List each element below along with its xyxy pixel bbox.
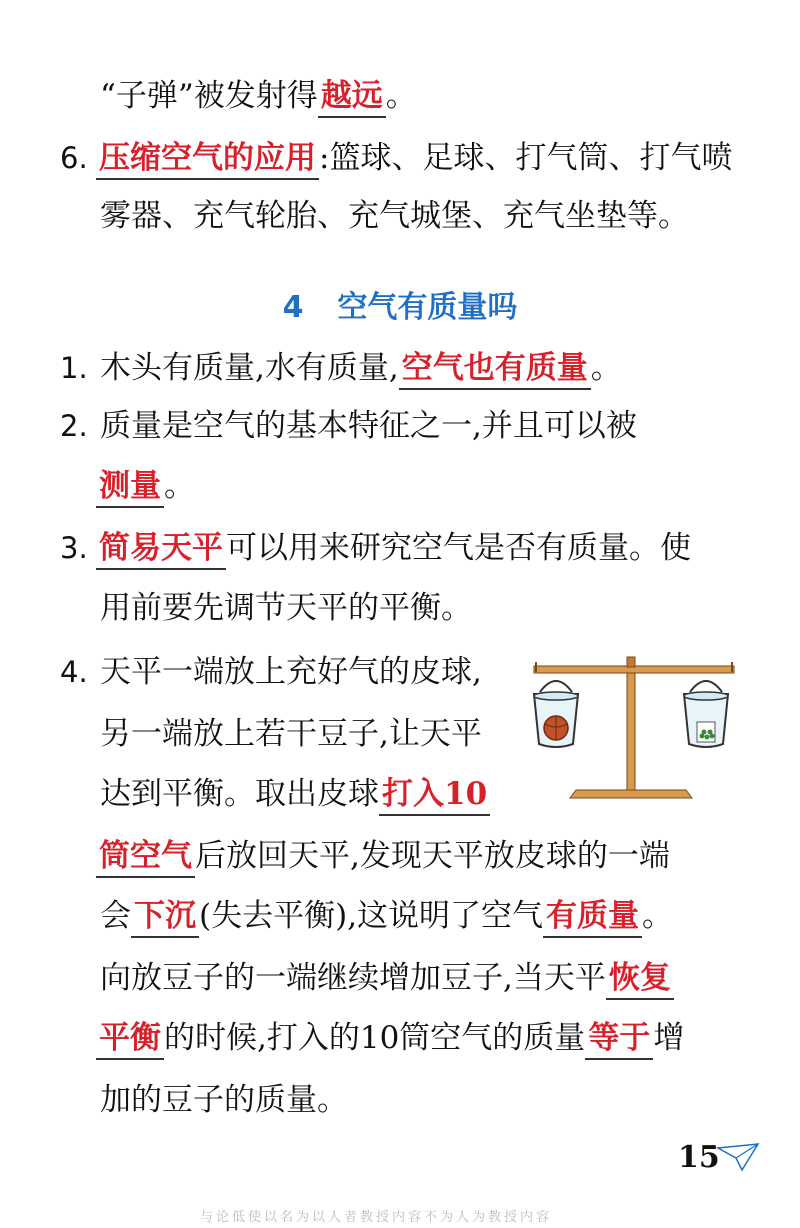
- item-number: 3.: [60, 531, 88, 565]
- text-line: 达到平衡。取出皮球打入10: [100, 774, 490, 816]
- text-line: 筒空气后放回天平,发现天平放皮球的一端: [96, 836, 670, 878]
- section-heading: [0, 282, 800, 326]
- text-line: 质量是空气的基本特征之一,并且可以被: [100, 408, 637, 444]
- answer-text: 平衡: [96, 1018, 164, 1060]
- text-line: 天平一端放上充好气的皮球,: [100, 654, 482, 690]
- right-bucket-rim: [684, 692, 728, 700]
- scale-base: [570, 790, 692, 798]
- text-line: 测量。: [96, 466, 195, 508]
- scale-post: [627, 673, 635, 791]
- text-line: 压缩空气的应用:篮球、足球、打气筒、打气喷: [96, 138, 732, 180]
- left-bucket-handle: [540, 681, 572, 692]
- text-line: 平衡的时候,打入的10筒空气的质量等于增: [96, 1018, 684, 1060]
- answer-text: 筒空气: [96, 836, 195, 878]
- paper-plane-icon: [716, 1142, 760, 1172]
- text-line: 向放豆子的一端继续增加豆子,当天平恢复: [100, 958, 674, 1000]
- text-line: 雾器、充气轮胎、充气城堡、充气坐垫等。: [100, 198, 689, 234]
- item-number: 6.: [60, 141, 88, 175]
- answer-text: 越远: [318, 76, 386, 118]
- footer-watermark-text: 与论低使以名为以人者教授内容不为人为教授内容: [200, 1210, 553, 1225]
- answer-text: 下沉: [131, 896, 199, 938]
- right-bucket-handle: [690, 681, 722, 692]
- answer-text: 打入10: [379, 774, 490, 816]
- scale-center-knob: [627, 657, 635, 667]
- text-line: 另一端放上若干豆子,让天平: [100, 716, 482, 752]
- answer-text: 等于: [585, 1018, 653, 1060]
- item-number: 1.: [60, 351, 88, 385]
- balance-scale-illustration: [528, 652, 740, 804]
- section-number: 4: [282, 290, 304, 325]
- page-number: 15: [678, 1140, 720, 1175]
- text-line: 简易天平可以用来研究空气是否有质量。使: [96, 528, 691, 570]
- text-line: 木头有质量,水有质量,空气也有质量。: [100, 348, 622, 390]
- answer-text: 有质量: [543, 896, 642, 938]
- text-line: 会下沉(失去平衡),这说明了空气有质量。: [100, 896, 673, 938]
- text-line: 用前要先调节天平的平衡。: [100, 590, 472, 626]
- answer-text: 简易天平: [96, 528, 226, 570]
- left-bucket-rim: [534, 692, 578, 700]
- item-number: 2.: [60, 409, 88, 443]
- answer-text: 空气也有质量: [399, 348, 591, 390]
- section-title: 空气有质量吗: [337, 290, 518, 325]
- answer-text: 压缩空气的应用: [96, 138, 319, 180]
- text-line: 加的豆子的质量。: [100, 1082, 348, 1118]
- text-line: “子弹”被发射得越远。: [100, 76, 417, 118]
- answer-text: 测量: [96, 466, 164, 508]
- answer-text: 恢复: [606, 958, 674, 1000]
- item-number: 4.: [60, 655, 88, 689]
